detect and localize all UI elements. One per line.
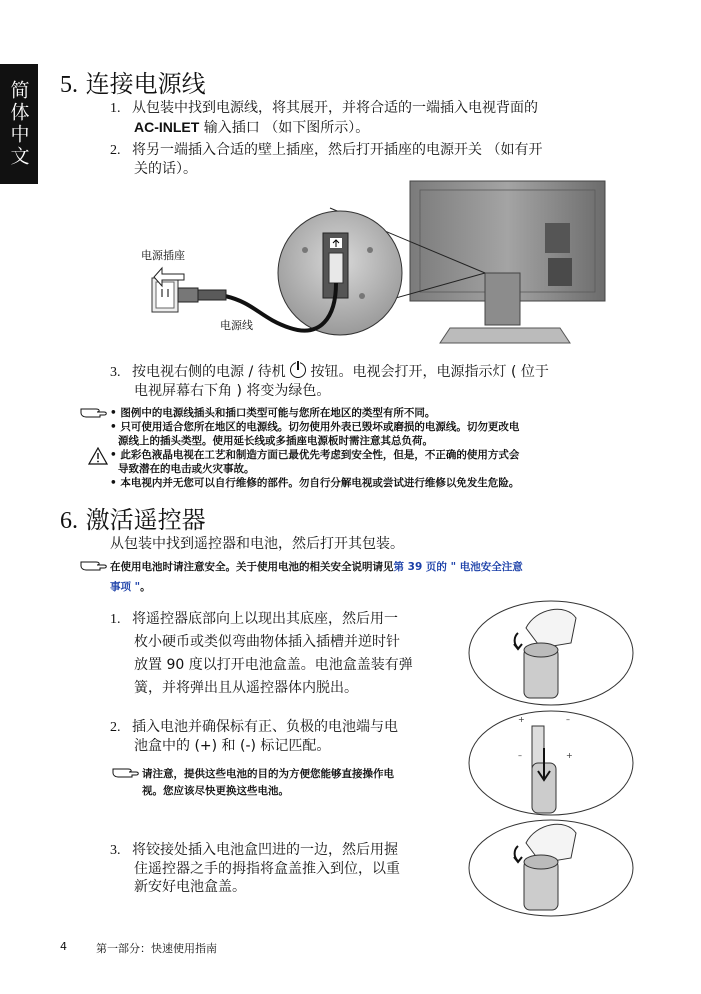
battery-insert-illustration	[466, 708, 636, 818]
note-hand-icon	[80, 558, 108, 572]
battery-safety-link[interactable]: 第 39 页的 " 电池安全注意	[393, 561, 523, 573]
svg-text:–: –	[566, 715, 570, 724]
notes-section-5: • 图例中的电源线插头和插口类型可能与您所在地区的类型有所不同。 • 只可使用适合您所在地区的电源线。切勿使用外表已毁坏或磨损的电源线。切勿更改电 源线上的插头类型。使用延长线或多插座电源板时需注意其总负荷。 • 此彩色液晶电视在工艺和制造方面已最优先考虑到安全性，但是，不正确的使用方式会 导致潜在的电击或火灾事故。 • 本电视内并无您可以自行维修的部件。勿自行分解电视或尝试进行维修以免发生危险。	[110, 407, 520, 489]
page-number: 4	[60, 940, 67, 953]
step-6-3: 3. 将铰接处插入电池盒凹进的一边，然后用握 住遥控器之手的拇指将盒盖推入到位，以重 新安好电池盒盖。	[110, 842, 400, 895]
footer-title: 第一部分：快速使用指南	[96, 942, 217, 955]
step-5-1: 1. 从包装中找到电源线，将其展开，并将合适的一端插入电视背面的 AC-INLET 输入插口 （如下图所示）。	[110, 100, 538, 136]
warning-icon	[88, 447, 108, 465]
note-hand-icon	[112, 765, 140, 779]
section-5-title: 5. 连接电源线	[60, 70, 206, 98]
language-label: 简体中文	[7, 80, 30, 168]
step-5-3: 3. 按电视右侧的电源 / 待机 按钮。电视会打开，电源指示灯 ( 位于 电视屏幕右下角 ) 将变为绿色。	[110, 362, 630, 400]
step-6-1: 1. 将遥控器底部向上以现出其底座，然后用一 枚小硬币或类似弯曲物体插入插槽并逆时针 放置 90 度以打开电池盒盖。电池盒盖装有弹 簧，并将弹出且从遥控器体内脱出。	[110, 611, 413, 696]
step-5-2: 2. 将另一端插入合适的壁上插座，然后打开插座的电源开关 （如有开 关的话）。	[110, 142, 543, 177]
remote-close-illustration	[466, 818, 636, 918]
cord-label: 电源线	[220, 319, 253, 332]
battery-safety-note: 在使用电池时请注意安全。关于使用电池的相关安全说明请见第 39 页的 " 电池安全注意 事项 "。	[110, 561, 523, 593]
battery-note: 请注意，提供这些电池的目的为方便您能够直接操作电 视。您应该尽快更换这些电池。	[142, 768, 394, 797]
remote-open-illustration	[466, 598, 636, 708]
section-6-intro: 从包装中找到遥控器和电池，然后打开其包装。	[110, 536, 404, 552]
svg-text:–: –	[518, 751, 522, 760]
svg-text:+: +	[566, 751, 573, 760]
power-icon	[290, 362, 306, 378]
svg-text:+: +	[518, 715, 525, 724]
step-6-2: 2. 插入电池并确保标有正、负极的电池端与电 池盒中的 (+) 和 (-) 标记匹配。	[110, 719, 398, 754]
outlet-label: 电源插座	[141, 249, 185, 262]
section-6-title: 6. 激活遥控器	[60, 506, 206, 534]
power-connection-figure	[130, 178, 610, 358]
note-hand-icon	[80, 405, 108, 419]
language-side-tab	[0, 64, 38, 184]
battery-safety-link-cont[interactable]: 事项 "	[110, 581, 141, 593]
